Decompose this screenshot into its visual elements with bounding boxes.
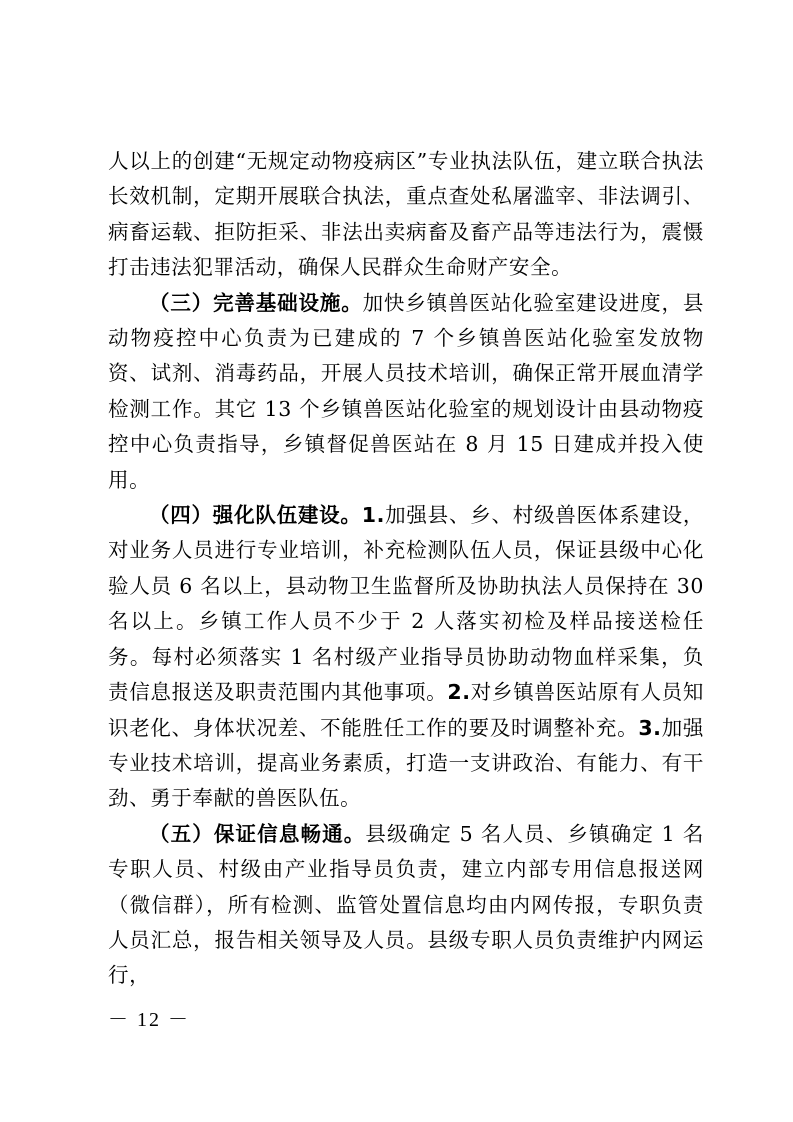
- section-heading: （四）强化队伍建设。: [149, 503, 362, 528]
- page-number: － 12 －: [108, 1009, 190, 1031]
- paragraph-text: 县级确定 5 名人员、乡镇确定 1 名专职人员、村级由产业指导员负责，建立内部专用信息报送网（微信群），所有检测、监管处置信息均由内网传报，专职负责人员汇总，报告相关领导及人员。县级专职人员负责维护内网运行，: [108, 821, 705, 988]
- body-text: [108, 144, 704, 994]
- paragraph-team-building: [108, 498, 704, 817]
- paragraph-text: 人以上的创建“无规定动物疫病区”专业执法队伍，建立联合执法长效机制，定期开展联合执法，重点查处私屠滥宰、非法调引、病畜运载、拒防拒采、非法出卖病畜及畜产品等违法行为，震慑打击违法犯罪活动，确保人民群众生命财产安全。: [108, 149, 704, 280]
- paragraph-text: 加快乡镇兽医站化验室建设进度，县动物疫控中心负责为已建成的 7 个乡镇兽医站化验室发放物资、试剂、消毒药品，开展人员技术培训，确保正常开展血清学检测工作。其它 13 个乡镇兽医站化验室的规划设计由县动物疫控中心负责指导，乡镇督促兽医站在 8 月 15 日建成并投入使用。: [108, 290, 704, 492]
- item-number: 1.: [361, 503, 385, 528]
- section-heading: （三）完善基础设施。: [149, 290, 363, 315]
- paragraph-continuation: [108, 144, 704, 286]
- item-text: 加强专业技术培训，提高业务素质，打造一支讲政治、有能力、有干劲、勇于奉献的兽医队伍。: [108, 715, 705, 811]
- item-number: 2.: [447, 680, 471, 705]
- paragraph-information: [108, 817, 704, 994]
- paragraph-infrastructure: [108, 286, 704, 498]
- item-text: 对乡镇兽医站原有人员知识老化、身体状况差、不能胜任工作的要及时调整补充。: [108, 680, 704, 740]
- item-text: 加强县、乡、村级兽医体系建设，对业务人员进行专业培训，补充检测队伍人员，保证县级中心化验人员 6 名以上，县动物卫生监督所及协助执法人员保持在 30 名以上。乡镇工作人员不少于 2 人落实初检及样品接送检任务。每村必须落实 1 名村级产业指导员协助动物血样采集，负责信息报送及职责范围内其他事项。: [108, 503, 705, 705]
- section-heading: （五）保证信息畅通。: [149, 821, 366, 846]
- item-number: 3.: [638, 715, 662, 740]
